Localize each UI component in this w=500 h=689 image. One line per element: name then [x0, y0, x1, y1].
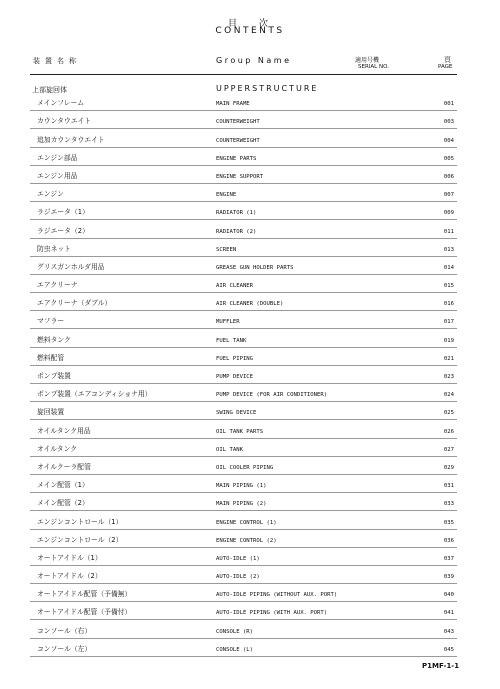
- row-page-number: 026: [443, 428, 454, 435]
- table-row: [30, 257, 457, 275]
- row-page-number: 011: [443, 228, 454, 235]
- table-row: [30, 348, 457, 366]
- row-page-number: 003: [443, 119, 454, 126]
- column-header-page-jp: 頁: [444, 56, 451, 64]
- row-page-number: 040: [443, 592, 454, 599]
- table-row: [30, 584, 457, 602]
- row-name-jp: オイルクーラ配管: [37, 462, 91, 471]
- row-name-jp: 追加カウンタウエイト: [37, 135, 105, 144]
- row-name-jp: ラジエータ（2）: [37, 226, 89, 235]
- row-page-number: 015: [443, 283, 454, 290]
- row-page-number: 017: [443, 319, 454, 326]
- row-name-jp: グリスガンホルダ用品: [37, 262, 105, 271]
- table-row: [30, 639, 457, 657]
- row-page-number: 039: [443, 574, 454, 581]
- section-title-en: UPPERSTRUCTURE: [216, 84, 319, 93]
- row-group-name: GREASE GUN HOLDER PARTS: [216, 264, 294, 271]
- row-group-name: RADIATOR (2): [216, 228, 257, 235]
- row-name-jp: エンジンコントロール（2）: [37, 535, 123, 544]
- table-row: [30, 566, 457, 584]
- row-name-jp: オートアイドル配管（予備無）: [37, 590, 132, 599]
- row-page-number: 023: [443, 374, 454, 380]
- section-title-jp: 上部旋回体: [32, 86, 67, 94]
- row-page-number: 033: [443, 501, 454, 508]
- row-group-name: COUNTERWEIGHT: [216, 119, 260, 126]
- row-group-name: AUTO-IDLE (2): [216, 574, 260, 581]
- row-group-name: SCREEN: [216, 246, 237, 253]
- row-group-name: ENGINE CONTROL (1): [216, 519, 277, 526]
- row-page-number: 035: [443, 519, 454, 526]
- page-code: P1MF-1-1: [422, 662, 460, 670]
- table-row: [30, 457, 457, 475]
- row-page-number: 001: [443, 101, 454, 108]
- row-name-jp: ポンプ装置: [37, 372, 71, 380]
- table-row: [30, 420, 457, 438]
- row-page-number: 024: [443, 392, 454, 399]
- row-name-jp: 燃料タンク: [37, 335, 71, 344]
- table-row: [30, 439, 457, 457]
- column-header-serial-en: SERIAL NO.: [358, 64, 389, 70]
- row-page-number: 043: [443, 628, 454, 635]
- table-row: [30, 293, 457, 311]
- row-name-jp: エアクリーナ: [37, 281, 78, 290]
- row-page-number: 027: [443, 446, 454, 453]
- row-name-jp: オートアイドル（1）: [37, 553, 102, 562]
- row-page-number: 006: [443, 173, 454, 180]
- row-name-jp: カウンタウエイト: [37, 117, 92, 126]
- row-name-jp: オートアイドル（2）: [37, 572, 102, 581]
- header-divider: [30, 74, 457, 75]
- row-group-name: OIL TANK: [216, 446, 243, 453]
- row-group-name: OIL COOLER PIPING: [216, 464, 274, 471]
- row-name-jp: オイルタンク: [37, 444, 78, 453]
- row-group-name: ENGINE PARTS: [216, 155, 257, 162]
- table-row: [30, 384, 457, 402]
- page-title-en: CONTENTS: [215, 26, 285, 36]
- table-row: [30, 548, 457, 566]
- page-title-jp: 目次: [227, 19, 290, 29]
- row-group-name: CONSOLE (R): [216, 628, 254, 635]
- row-name-jp: エンジン用品: [37, 171, 78, 180]
- row-group-name: AUTO-IDLE PIPING (WITH AUX. PORT): [216, 610, 328, 617]
- row-group-name: AUTO-IDLE (1): [216, 555, 260, 562]
- row-page-number: 016: [443, 301, 454, 308]
- row-name-jp: エンジン部品: [37, 153, 78, 162]
- row-page-number: 007: [443, 192, 454, 199]
- column-header-name: 装置名称: [33, 57, 81, 65]
- row-group-name: OIL TANK PARTS: [216, 428, 264, 435]
- table-row: [30, 493, 457, 511]
- row-name-jp: コンソール（右）: [37, 626, 92, 635]
- row-name-jp: 旋回装置: [37, 408, 65, 417]
- table-row: [30, 511, 457, 529]
- row-name-jp: ポンプ装置（エアコンディショナ用）: [37, 390, 152, 399]
- table-row: [30, 475, 457, 493]
- table-row: [30, 366, 457, 384]
- row-page-number: 045: [443, 646, 454, 653]
- row-name-jp: メイン配管（2）: [37, 499, 89, 508]
- row-page-number: 005: [443, 155, 454, 162]
- row-name-jp: 燃料配管: [37, 353, 65, 362]
- table-row: [30, 148, 457, 166]
- row-page-number: 025: [443, 410, 454, 417]
- row-group-name: SWING DEVICE: [216, 410, 257, 417]
- row-name-jp: マフラー: [37, 317, 65, 326]
- row-page-number: 021: [443, 355, 454, 362]
- row-name-jp: エアクリーナ（ダブル）: [37, 299, 112, 308]
- row-group-name: AIR CLEANER: [216, 283, 254, 290]
- table-row: [30, 184, 457, 202]
- row-group-name: MAIN PIPING (2): [216, 501, 267, 508]
- row-group-name: MAIN FRAME: [216, 101, 250, 108]
- row-group-name: AIR CLEANER (DOUBLE): [216, 301, 284, 308]
- table-row: [30, 402, 457, 420]
- row-page-number: 004: [443, 137, 454, 144]
- table-row: [30, 111, 457, 129]
- row-name-jp: メイン配管（1）: [37, 481, 89, 490]
- row-page-number: 013: [443, 246, 454, 253]
- row-name-jp: メインフレーム: [37, 99, 85, 108]
- row-group-name: PUMP DEVICE: [216, 374, 254, 380]
- table-row: [30, 239, 457, 257]
- table-row: [30, 329, 457, 347]
- table-row: [30, 220, 457, 238]
- table-row: [30, 202, 457, 220]
- row-group-name: ENGINE: [216, 192, 237, 199]
- row-group-name: CONSOLE (L): [216, 646, 254, 653]
- row-name-jp: オートアイドル配管（予備付）: [37, 608, 132, 617]
- row-page-number: 029: [443, 464, 454, 471]
- table-row: [30, 275, 457, 293]
- column-header-page-en: PAGE: [438, 64, 453, 70]
- table-row: [30, 602, 457, 620]
- row-page-number: 019: [443, 337, 454, 344]
- table-row: [30, 166, 457, 184]
- row-group-name: COUNTERWEIGHT: [216, 137, 260, 144]
- row-name-jp: エンジンコントロール（1）: [37, 517, 123, 526]
- row-page-number: 014: [443, 264, 454, 271]
- row-page-number: 037: [443, 555, 454, 562]
- table-row: [30, 530, 457, 548]
- column-header-serial-jp: 適用号機: [355, 57, 380, 64]
- row-page-number: 041: [443, 610, 454, 617]
- row-group-name: FUEL TANK: [216, 337, 247, 344]
- row-group-name: AUTO-IDLE PIPING (WITHOUT AUX. PORT): [216, 592, 338, 599]
- table-row: [30, 129, 457, 147]
- table-row: [30, 620, 457, 638]
- row-group-name: ENGINE CONTROL (2): [216, 537, 277, 544]
- column-header-group: Group Name: [216, 56, 292, 65]
- row-group-name: RADIATOR (1): [216, 210, 257, 217]
- row-name-jp: ラジエータ（1）: [37, 208, 89, 217]
- contents-table: [30, 93, 457, 657]
- row-page-number: 031: [443, 483, 454, 490]
- row-page-number: 036: [443, 537, 454, 544]
- table-row: [30, 311, 457, 329]
- row-name-jp: コンソール（左）: [37, 644, 92, 653]
- row-group-name: MUFFLER: [216, 319, 240, 326]
- row-name-jp: 防虫ネット: [37, 244, 71, 253]
- row-group-name: ENGINE SUPPORT: [216, 173, 264, 180]
- row-name-jp: オイルタンク用品: [37, 426, 91, 435]
- row-page-number: 009: [443, 210, 454, 217]
- row-name-jp: エンジン: [37, 190, 64, 199]
- row-group-name: PUMP DEVICE (FOR AIR CONDITIONER): [216, 392, 328, 399]
- row-group-name: FUEL PIPING: [216, 355, 254, 362]
- table-row: [30, 93, 457, 111]
- row-group-name: MAIN PIPING (1): [216, 483, 267, 490]
